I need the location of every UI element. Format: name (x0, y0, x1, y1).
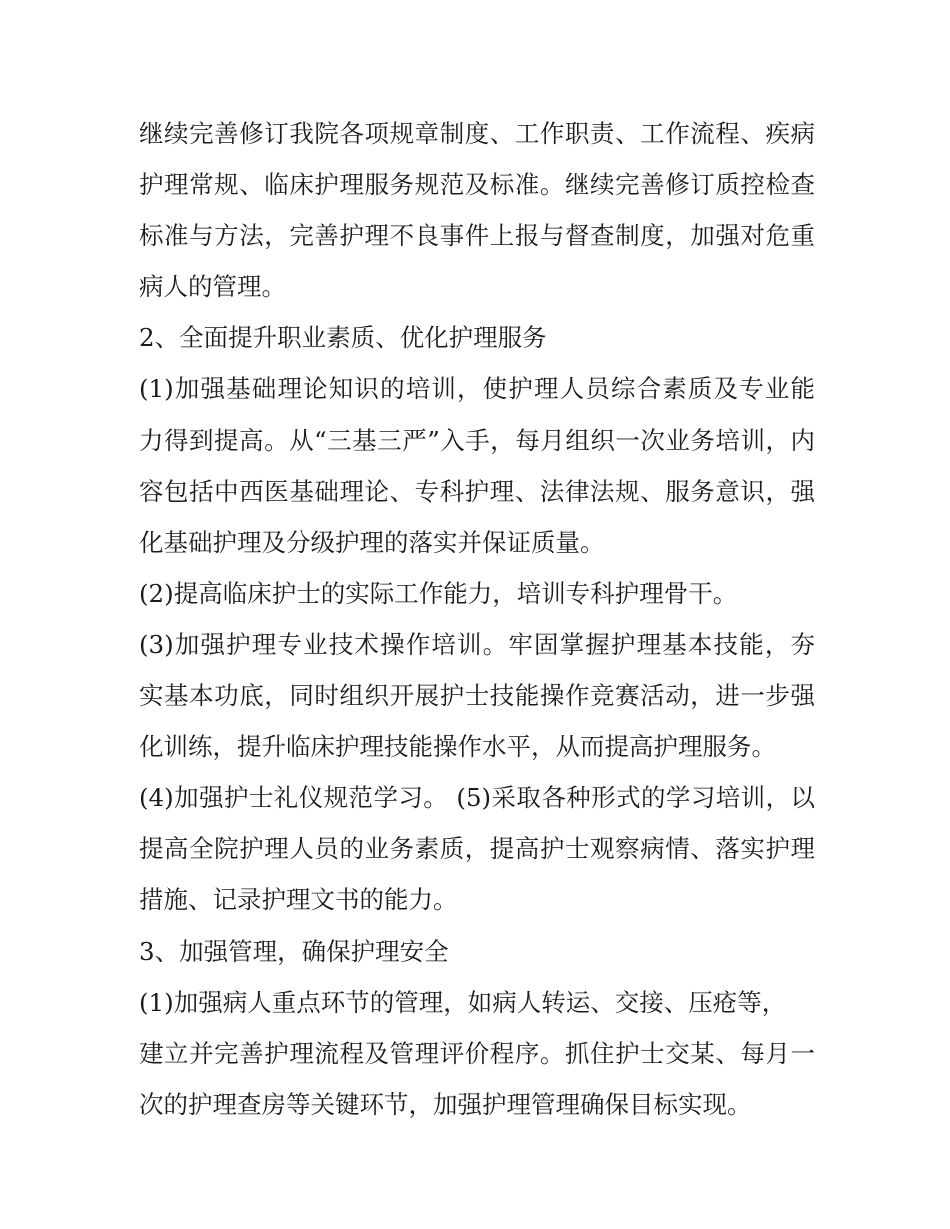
text-line-1: 继续完善修订我院各项规章制度、工作职责、工作流程、疾病 (139, 119, 815, 148)
text-line-13: 化训练，提升临床护理技能操作水平，从而提高护理服务。 (139, 732, 776, 762)
text-line-10: (2)提高临床护士的实际工作能力，培训专科护理骨干。 (139, 578, 738, 608)
text-line-2: 护理常规、临床护理服务规范及标准。继续完善修订质控检查 (139, 170, 815, 200)
text-line-7: 力得到提高。从“三基三严”入手，每月组织一次业务培训，内 (139, 425, 815, 455)
text-line-12: 实基本功底，同时组织开展护士技能操作竞赛活动，进一步强 (139, 681, 815, 711)
text-line-4: 病人的管理。 (139, 272, 286, 302)
section-heading-2: 2、全面提升职业素质、优化护理服务 (139, 323, 547, 353)
text-line-19: 建立并完善护理流程及管理评价程序。抓住护士交某、每月一 (139, 1038, 815, 1068)
text-line-11: (3)加强护理专业技术操作培训。牢固掌握护理基本技能，夯 (139, 629, 815, 659)
text-line-18: (1)加强病人重点环节的管理，如病人转运、交接、压疮等， (139, 987, 787, 1017)
text-line-16: 措施、记录护理文书的能力。 (139, 885, 458, 915)
text-line-14: (4)加强护士礼仪规范学习。 (5)采取各种形式的学习培训，以 (139, 783, 815, 813)
section-heading-3: 3、加强管理，确保护理安全 (139, 936, 449, 966)
document-body (139, 108, 815, 1130)
text-line-20: 次的护理查房等关键环节，加强护理管理确保目标实现。 (139, 1089, 752, 1119)
text-line-9: 化基础护理及分级护理的落实并保证质量。 (139, 527, 605, 557)
text-line-6: (1)加强基础理论知识的培训，使护理人员综合素质及专业能 (139, 374, 815, 404)
text-line-3: 标准与方法，完善护理不良事件上报与督查制度，加强对危重 (139, 221, 815, 251)
text-line-8: 容包括中西医基础理论、专科护理、法律法规、服务意识，强 (139, 476, 815, 506)
text-line-15: 提高全院护理人员的业务素质，提高护士观察病情、落实护理 (139, 834, 815, 864)
